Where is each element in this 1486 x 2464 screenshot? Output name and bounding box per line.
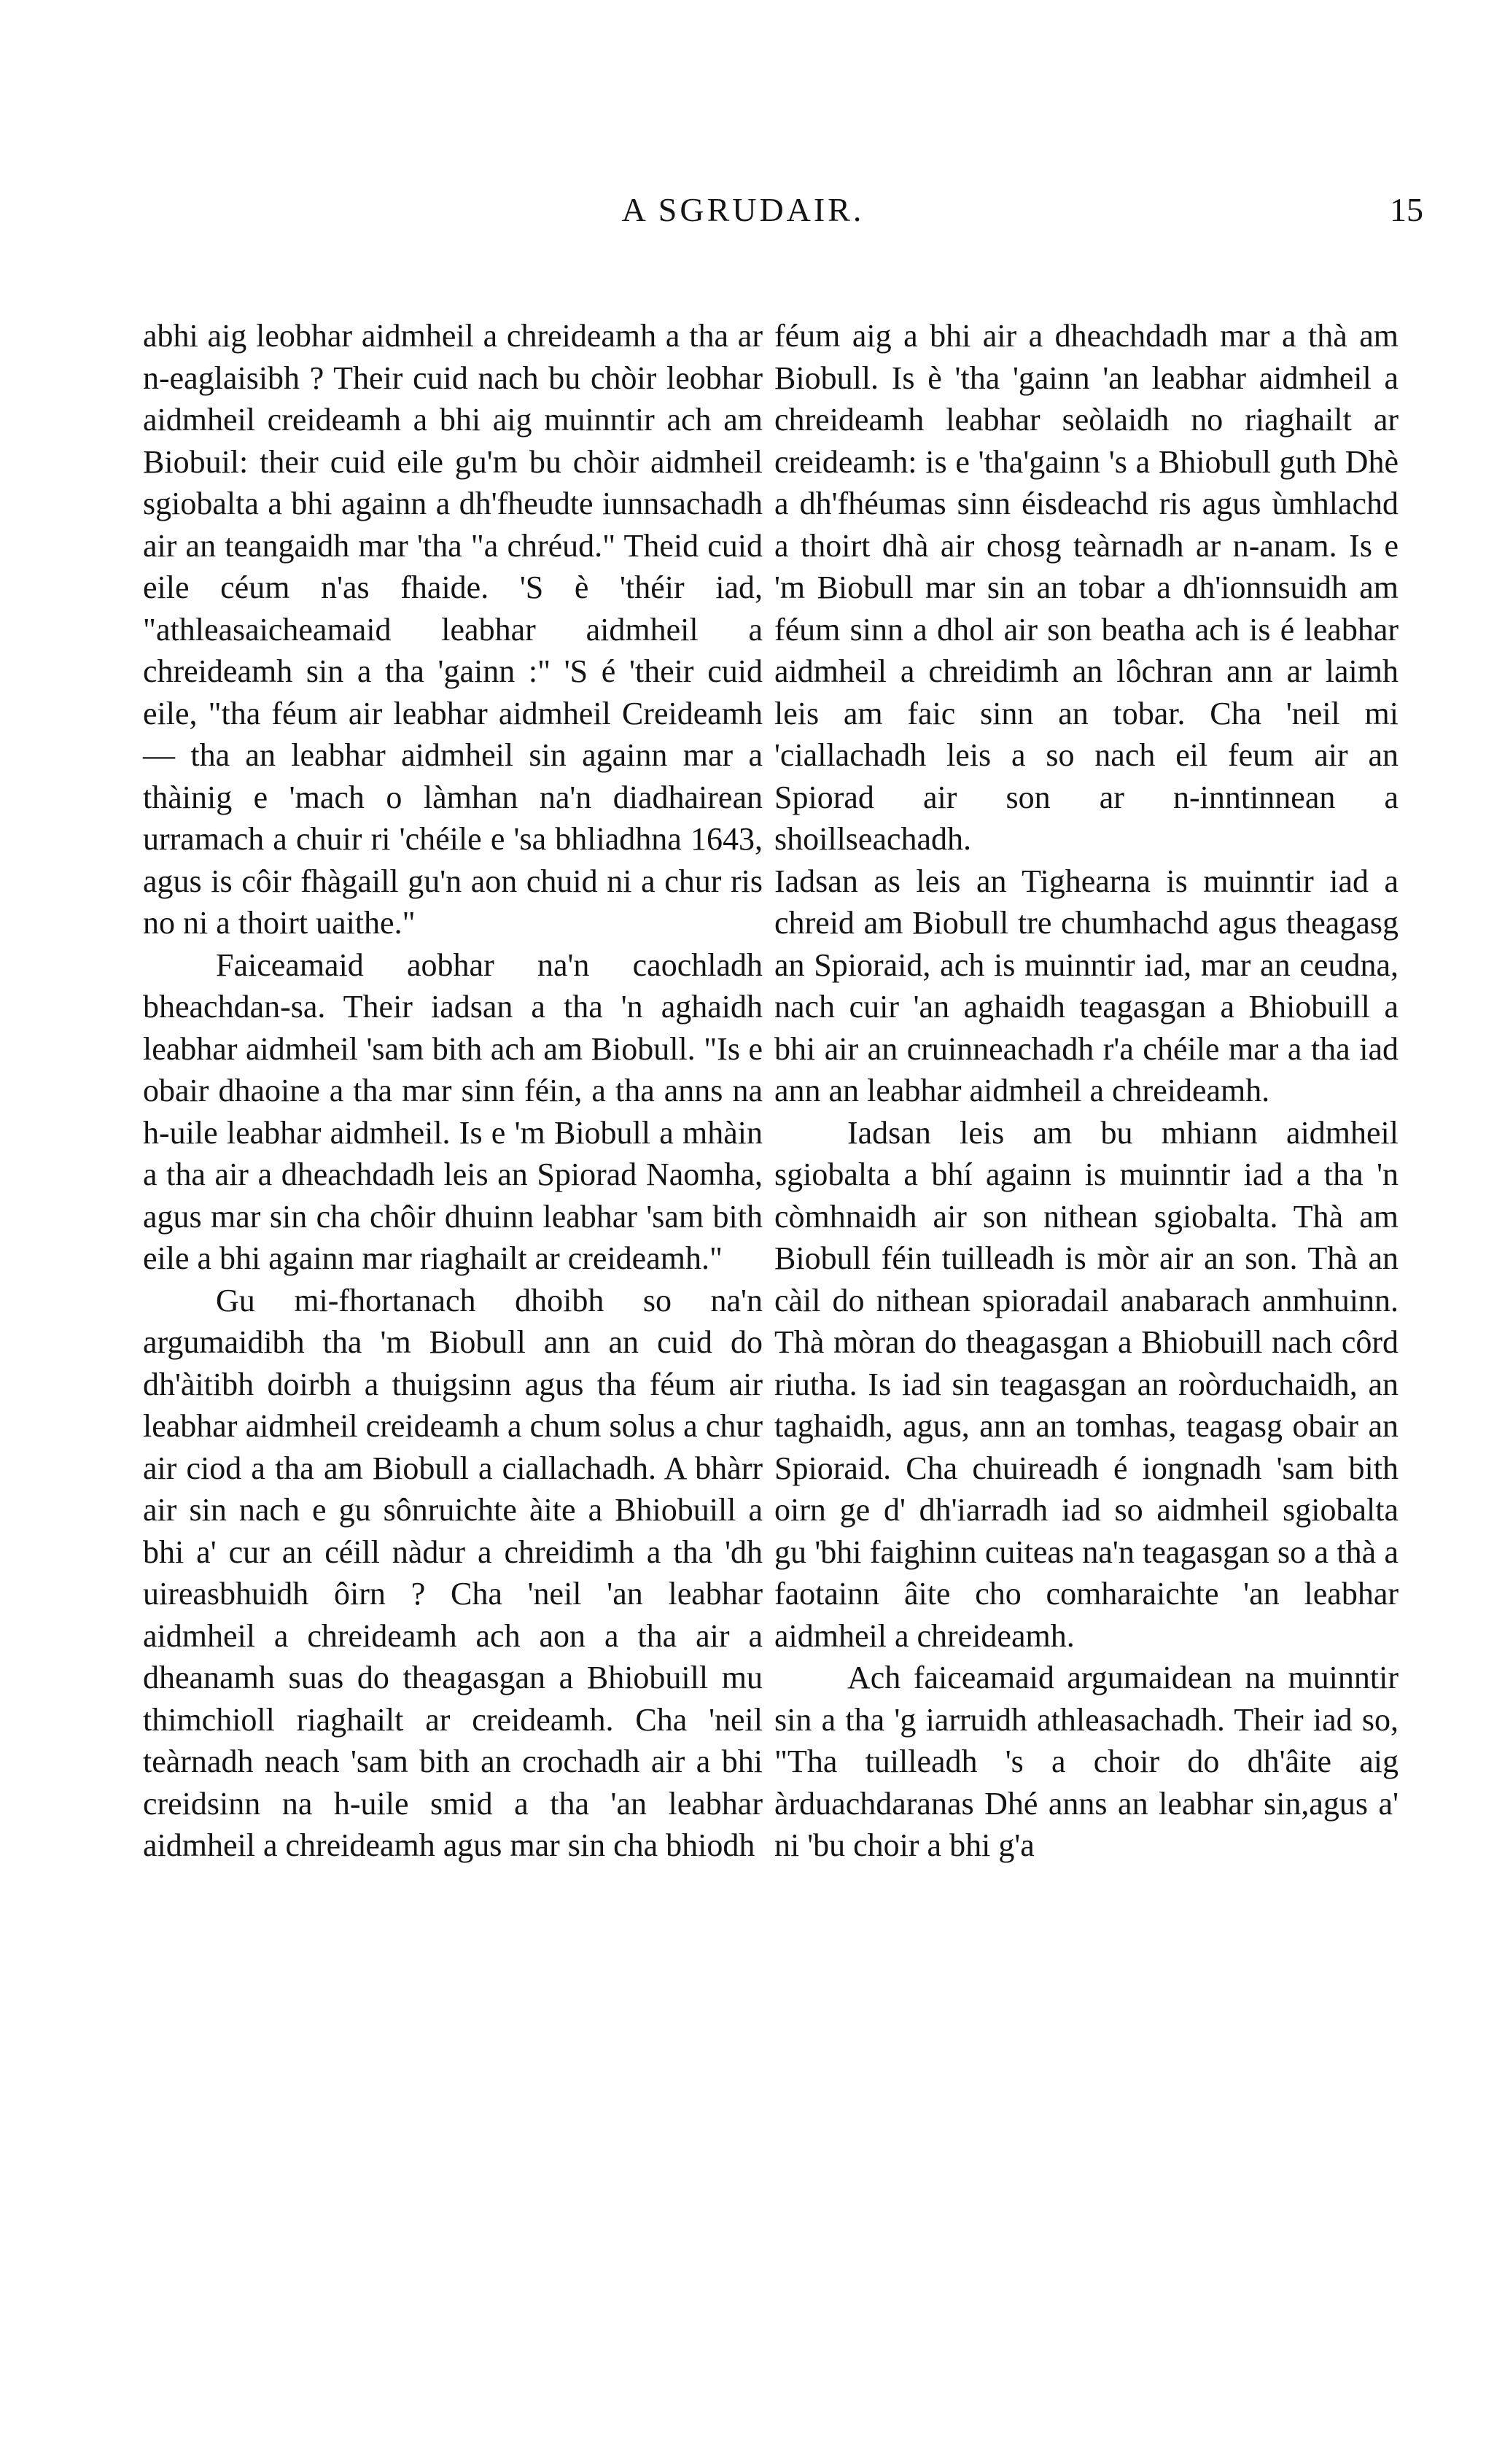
left-paragraph-1: abhi aig leobhar aidmheil a chreideamh a tha ar n-eaglaisibh ? Their cuid nach bu chòir leobhar aidmheil creideamh a bhi aig muinntir ach am Biobuil: their cuid eile gu'm bu chòir aidmheil sgiobalta a bhi againn a dh'fheudte iunnsachadh air an teangaidh mar 'tha "a chréud." Theid cuid eile céum n'as fhaide. 'S è 'théir iad, "athleasaicheamaid leabhar aidmheil a chreideamh sin a tha 'gainn :" 'S é 'their cuid eile, "tha féum air leabhar aidmheil Creideamh — tha an leabhar aidmheil sin againn mar a thàinig e 'mach o làmhan na'n diadhairean urramach a chuir ri 'chéile e 'sa bhliadhna 1643, agus is côir fhàgaill gu'n aon chuid ni a chur ris no ni a thoirt uaithe." (143, 318, 763, 941)
page-number: 15 (1390, 191, 1423, 228)
right-paragraph-2: Iadsan as leis an Tighearna is muinntir iad a chreid am Biobull tre chumhachd agus theagasg an Spioraid, ach is muinntir iad, mar an ceudna, nach cuir 'an aghaidh teagasgan a Bhiobuill a bhi air an cruinneachadh r'a chéile mar a tha iad ann an leabhar aidmheil a chreideamh. (774, 863, 1399, 1108)
right-paragraph-4: Ach faiceamaid argumaidean na muinntir sin a tha 'g iarruidh athleasachadh. Their iad so, "Tha tuilleadh 's a choir do dh'âite aig àrduachdaranas Dhé anns an leabhar sin,agus a' ni 'bu choir a bhi g'a (774, 1660, 1399, 1863)
left-paragraph-3: Gu mi-fhortanach dhoibh so na'n argumaidibh tha 'm Biobull ann an cuid do dh'àitibh doirbh a thuigsinn agus tha féum air leabhar aidmheil creideamh a chum solus a chur air ciod a tha am Biobull a ciallachadh. A bhàrr air sin nach e gu sônruichte àite a Bhiobuill a bhi a' cur an céill nàdur a chreidimh a tha 'dh uireasbhuidh ôirn ? Cha 'neil 'an leabhar aidmheil a chreideamh ach aon a tha air a dheanamh suas do theagasgan a Bhiobuill mu thimchioll riaghailt ar creideamh. Cha 'neil teàrnadh neach 'sam bith an crochadh air a bhi creidsinn na h-uile smid a tha 'an leabhar aidmheil a chreideamh agus mar sin cha bhiodh (143, 1282, 763, 1863)
running-title: A SGRUDAIR. (621, 191, 865, 228)
right-paragraph-3: Iadsan leis am bu mhiann aidmheil sgiobalta a bhí againn is muinntir iad a tha 'n còmhnaidh air son nithean sgiobalta. Thà am Biobull féin tuilleadh is mòr air an son. Thà an càil do nithean spioradail anabarach anmhuinn. Thà mòran do theagasgan a Bhiobuill nach côrd riutha. Is iad sin teagasgan an roòrduchaidh, an taghaidh, agus, ann an tomhas, teagasg obair an Spioraid. Cha chuireadh é iongnadh 'sam bith oirn ge d' dh'iarradh iad so aidmheil sgiobalta gu 'bhi faighinn cuiteas na'n teagasgan so a thà a faotainn âite cho comharaichte 'an leabhar aidmheil a chreideamh. (774, 1114, 1399, 1654)
left-paragraph-2: Faiceamaid aobhar na'n caochladh bheachdan-sa. Their iadsan a tha 'n aghaidh leabhar aidmheil 'sam bith ach am Biobull. "Is e obair dhaoine a tha mar sinn féin, a tha anns na h-uile leabhar aidmheil. Is e 'm Biobull a mhàin a tha air a dheachdadh leis an Spiorad Naomha, agus mar sin cha chôir dhuinn leabhar 'sam bith eile a bhi againn mar riaghailt ar creideamh." (143, 947, 763, 1276)
left-column (143, 315, 763, 1867)
right-paragraph-1: féum aig a bhi air a dheachdadh mar a thà am Biobull. Is è 'tha 'gainn 'an leabhar aidmheil a chreideamh leabhar seòlaidh no riaghailt ar creideamh: is e 'tha'gainn 's a Bhiobull guth Dhè a dh'fhéumas sinn éisdeachd ris agus ùmhlachd a thoirt dhà air chosg teàrnadh ar n-anam. Is e 'm Biobull mar sin an tobar a dh'ionnsuidh am féum sinn a dhol air son beatha ach is é leabhar aidmheil a chreidimh an lôchran ann ar laimh leis am faic sinn an tobar. Cha 'neil mi 'ciallachadh leis a so nach eil feum air an Spiorad air son ar n-inntinnean a shoillseachadh. (774, 318, 1399, 857)
right-column (774, 315, 1399, 1867)
